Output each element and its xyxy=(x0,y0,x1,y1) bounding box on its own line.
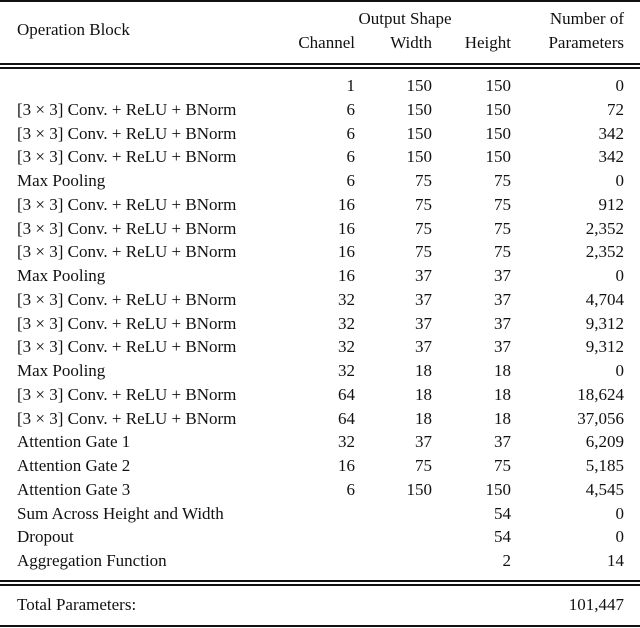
cell-channel: 16 xyxy=(338,456,355,475)
cell-height: 54 xyxy=(494,527,511,547)
cell-channel: 16 xyxy=(338,218,355,238)
cell-operation: [3 × 3] Conv. + ReLU + BNorm xyxy=(17,242,237,262)
cell-height: 75 xyxy=(494,171,511,190)
cell-channel: 16 xyxy=(338,242,355,262)
cell-width: 75 xyxy=(415,194,432,214)
cell-channel: 16 xyxy=(338,266,355,285)
cell-width: 18 xyxy=(415,408,432,428)
cell-operation: [3 × 3] Conv. + ReLU + BNorm xyxy=(17,289,237,309)
cell-params: 72 xyxy=(607,99,624,119)
cell-height: 75 xyxy=(494,242,511,262)
cell-params: 4,545 xyxy=(585,479,624,499)
header-width: Width xyxy=(390,33,432,52)
cell-params: 2,352 xyxy=(585,242,624,262)
cell-operation: Aggregation Function xyxy=(17,551,167,570)
cell-params: 0 xyxy=(615,503,624,523)
cell-channel: 64 xyxy=(338,384,355,404)
cell-params: 0 xyxy=(615,266,624,285)
header-operation-block: Operation Block xyxy=(17,20,130,39)
total-label: Total Parameters: xyxy=(17,595,137,614)
cell-params: 9,312 xyxy=(585,337,624,357)
cell-width: 75 xyxy=(415,456,432,475)
cell-params: 2,352 xyxy=(585,218,624,238)
cell-channel: 64 xyxy=(338,408,355,428)
cell-channel: 32 xyxy=(338,337,355,357)
cell-width: 150 xyxy=(406,99,432,119)
cell-height: 18 xyxy=(494,361,511,380)
cell-height: 54 xyxy=(494,503,511,523)
cell-params: 0 xyxy=(615,361,624,380)
cell-operation: [3 × 3] Conv. + ReLU + BNorm xyxy=(17,194,237,214)
cell-width: 75 xyxy=(415,171,432,190)
cell-channel: 32 xyxy=(338,313,355,333)
cell-channel: 6 xyxy=(346,479,355,499)
footer-double-rule-top xyxy=(0,580,640,582)
cell-channel: 32 xyxy=(338,432,355,452)
cell-height: 150 xyxy=(485,479,511,499)
cell-height: 75 xyxy=(494,218,511,238)
cell-operation: Attention Gate 1 xyxy=(17,432,131,452)
cell-operation: Sum Across Height and Width xyxy=(17,503,224,523)
cell-params: 912 xyxy=(598,194,624,214)
cell-params: 0 xyxy=(615,171,624,190)
cell-operation: Attention Gate 3 xyxy=(17,479,131,499)
cell-operation: [3 × 3] Conv. + ReLU + BNorm xyxy=(17,408,237,428)
header-params-line1: Number of xyxy=(549,9,624,28)
header-params-line2: Parameters xyxy=(548,33,624,52)
header-output-shape: Output Shape xyxy=(358,9,452,28)
cell-height: 37 xyxy=(494,432,511,452)
cell-operation: Attention Gate 2 xyxy=(17,456,131,475)
cell-operation: Max Pooling xyxy=(17,171,106,190)
header-channel: Channel xyxy=(298,33,355,52)
cell-height: 18 xyxy=(494,408,511,428)
cell-channel: 6 xyxy=(346,123,355,143)
cell-operation: [3 × 3] Conv. + ReLU + BNorm xyxy=(17,313,237,333)
cell-height: 2 xyxy=(502,551,511,570)
cell-params: 342 xyxy=(598,123,624,143)
footer-double-rule-bottom xyxy=(0,584,640,586)
cell-channel: 16 xyxy=(338,194,355,214)
cell-height: 37 xyxy=(494,266,511,285)
cell-operation: Max Pooling xyxy=(17,361,106,380)
top-rule xyxy=(0,0,640,2)
header-height: Height xyxy=(464,33,511,52)
cell-channel: 6 xyxy=(346,171,355,190)
cell-width: 150 xyxy=(406,76,432,95)
cell-width: 37 xyxy=(415,337,432,357)
cell-params: 37,056 xyxy=(577,408,624,428)
cell-operation: [3 × 3] Conv. + ReLU + BNorm xyxy=(17,384,237,404)
cell-height: 150 xyxy=(485,123,511,143)
cell-channel: 32 xyxy=(338,361,355,380)
cell-height: 37 xyxy=(494,313,511,333)
cell-height: 18 xyxy=(494,384,511,404)
cell-width: 75 xyxy=(415,242,432,262)
cell-width: 37 xyxy=(415,289,432,309)
bottom-rule xyxy=(0,625,640,627)
cell-width: 37 xyxy=(415,313,432,333)
cell-params: 18,624 xyxy=(577,384,624,404)
cell-params: 0 xyxy=(615,527,624,547)
cell-height: 75 xyxy=(494,194,511,214)
header-double-rule-top xyxy=(0,63,640,65)
cell-params: 4,704 xyxy=(585,289,624,309)
cell-params: 5,185 xyxy=(585,456,624,475)
cell-operation: [3 × 3] Conv. + ReLU + BNorm xyxy=(17,218,237,238)
cell-operation: [3 × 3] Conv. + ReLU + BNorm xyxy=(17,123,237,143)
cell-width: 37 xyxy=(415,432,432,452)
cell-operation: [3 × 3] Conv. + ReLU + BNorm xyxy=(17,337,237,357)
cell-channel: 6 xyxy=(346,147,355,167)
cell-params: 0 xyxy=(615,76,624,95)
cell-width: 150 xyxy=(406,147,432,167)
cell-width: 75 xyxy=(415,218,432,238)
cell-height: 37 xyxy=(494,337,511,357)
cell-params: 342 xyxy=(598,147,624,167)
cell-params: 6,209 xyxy=(585,432,624,452)
cell-height: 150 xyxy=(485,76,511,95)
cell-height: 150 xyxy=(485,99,511,119)
cell-width: 37 xyxy=(415,266,432,285)
cell-channel: 6 xyxy=(346,99,355,119)
cell-operation: Dropout xyxy=(17,527,74,547)
total-value: 101,447 xyxy=(568,595,624,614)
cell-operation: Max Pooling xyxy=(17,266,106,285)
cell-params: 9,312 xyxy=(585,313,624,333)
cell-width: 150 xyxy=(406,479,432,499)
cell-height: 150 xyxy=(485,147,511,167)
cell-width: 18 xyxy=(415,384,432,404)
cell-operation: [3 × 3] Conv. + ReLU + BNorm xyxy=(17,147,237,167)
cell-width: 18 xyxy=(415,361,432,380)
cell-channel: 1 xyxy=(346,76,355,95)
cell-height: 75 xyxy=(494,456,511,475)
cell-channel: 32 xyxy=(338,289,355,309)
cell-params: 14 xyxy=(607,551,624,570)
cell-width: 150 xyxy=(406,123,432,143)
header-double-rule-bottom xyxy=(0,67,640,69)
cell-height: 37 xyxy=(494,289,511,309)
cell-operation: [3 × 3] Conv. + ReLU + BNorm xyxy=(17,99,237,119)
